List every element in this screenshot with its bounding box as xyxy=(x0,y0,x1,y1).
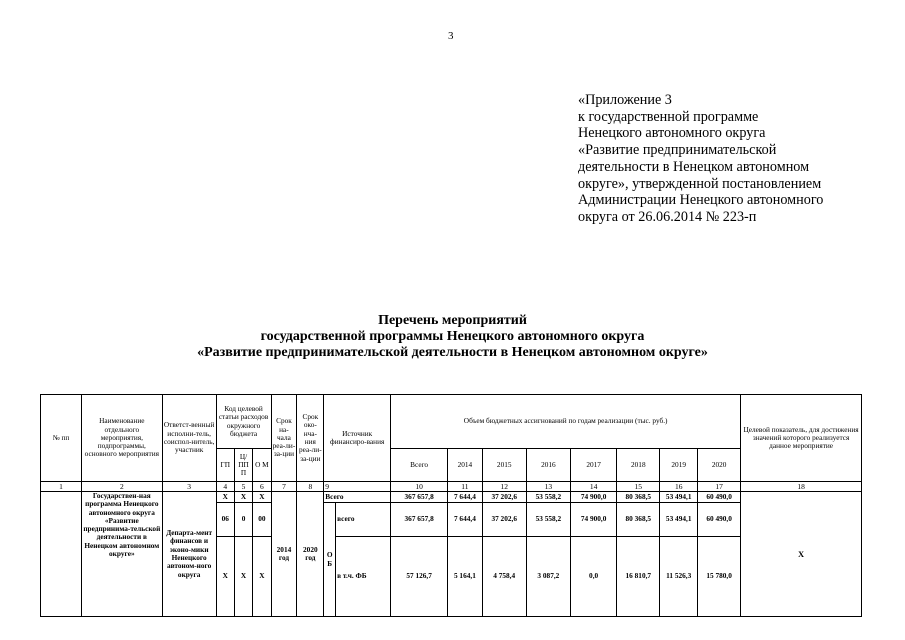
column-number: 2 xyxy=(81,482,162,492)
column-number: 8 xyxy=(297,482,324,492)
appendix-line: Администрации Ненецкого автономного xyxy=(578,192,824,209)
kbk-gp-cell: X xyxy=(216,537,234,617)
appendix-line: округе», утвержденной постановлением xyxy=(578,175,822,192)
appendix-line: «Приложение 3 xyxy=(578,92,672,108)
column-number: 14 xyxy=(570,482,616,492)
value-cell: 16 810,7 xyxy=(617,537,660,617)
column-number: 17 xyxy=(698,482,741,492)
kbk-om-cell: X xyxy=(253,492,271,503)
value-cell: 53 558,2 xyxy=(526,503,570,537)
value-cell: 74 900,0 xyxy=(570,492,616,503)
value-cell: 367 657,8 xyxy=(391,503,448,537)
budget-ob-label: О Б xyxy=(324,503,336,617)
value-cell: 37 202,6 xyxy=(482,503,526,537)
appendix-line: деятельности в Ненецком автономном xyxy=(578,158,810,175)
column-number: 9 xyxy=(324,482,391,492)
header-kbk-cpp: Ц/ ПП П xyxy=(234,449,252,482)
value-cell: 74 900,0 xyxy=(570,503,616,537)
kbk-cpp-cell: 0 xyxy=(234,503,252,537)
header-year: 2019 xyxy=(660,449,698,482)
start-year: 2014 год xyxy=(271,492,297,617)
source-label: всего xyxy=(336,503,391,537)
kbk-gp-cell: X xyxy=(216,492,234,503)
header-year: 2015 xyxy=(482,449,526,482)
header-responsible: Ответст-венный исполни-тель, соиспол-нитель, участник xyxy=(162,395,216,482)
title-line: Перечень мероприятий xyxy=(378,313,527,328)
value-cell: 7 644,4 xyxy=(448,492,482,503)
value-cell: 7 644,4 xyxy=(448,503,482,537)
header-year: 2018 xyxy=(617,449,660,482)
appendix-line: к государственной программе xyxy=(578,108,759,125)
kbk-gp-cell: 06 xyxy=(216,503,234,537)
page-number: 3 xyxy=(448,30,454,42)
title-line: «Развитие предпринимательской деятельности в Ненецком автономном округе» xyxy=(197,345,708,360)
header-name: Наименование отдельного мероприятия, подпрограммы, основного мероприятия xyxy=(81,395,162,482)
header-volume: Объем бюджетных ассигнований по годам реализации (тыс. руб.) xyxy=(391,395,741,449)
measures-table xyxy=(40,394,862,617)
header-kbk: Код целевой статьи расходов окружного бюджета xyxy=(216,395,271,449)
header-source: Источник финансиро-вания xyxy=(324,395,391,482)
title-line: государственной программы Ненецкого автономного округа xyxy=(260,329,645,344)
header-no: № пп xyxy=(41,395,82,482)
target-indicator: X xyxy=(741,492,862,617)
column-number: 6 xyxy=(253,482,271,492)
column-number: 7 xyxy=(271,482,297,492)
value-cell: 53 494,1 xyxy=(660,492,698,503)
end-year: 2020 год xyxy=(297,492,324,617)
header-year: 2017 xyxy=(570,449,616,482)
responsible-executor: Департа-мент финансов и эконо-мики Ненецкого автоном-ного округа xyxy=(162,492,216,617)
value-cell: 80 368,5 xyxy=(617,503,660,537)
column-number: 3 xyxy=(162,482,216,492)
value-cell: 53 558,2 xyxy=(526,492,570,503)
column-number: 10 xyxy=(391,482,448,492)
column-number: 5 xyxy=(234,482,252,492)
header-start: Срок на-чала реа-ли-за-ции xyxy=(271,395,297,482)
kbk-om-cell: 00 xyxy=(253,503,271,537)
value-cell: 60 490,0 xyxy=(698,503,741,537)
header-year-total: Всего xyxy=(391,449,448,482)
kbk-om-cell: X xyxy=(253,537,271,617)
value-cell: 4 758,4 xyxy=(482,537,526,617)
header-end: Срок око-нча-ния реа-ли-за-ции xyxy=(297,395,324,482)
header-year: 2016 xyxy=(526,449,570,482)
column-number: 18 xyxy=(741,482,862,492)
program-name: Государствен-ная программа Ненецкого автономного округа «Развитие предпринима-тельской деятельности в Ненецком автономном округе» xyxy=(81,492,162,617)
header-target: Целевой показатель, для достижения значений которого реализуется данное мероприятие xyxy=(741,395,862,482)
value-cell: 80 368,5 xyxy=(617,492,660,503)
source-label: в т.ч. ФБ xyxy=(336,537,391,617)
value-cell: 57 126,7 xyxy=(391,537,448,617)
column-number: 16 xyxy=(660,482,698,492)
kbk-cpp-cell: X xyxy=(234,492,252,503)
source-total-label: Всего xyxy=(324,492,391,503)
kbk-cpp-cell: X xyxy=(234,537,252,617)
header-kbk-om: О М xyxy=(253,449,271,482)
document-title xyxy=(0,313,905,361)
column-number: 15 xyxy=(617,482,660,492)
value-cell: 367 657,8 xyxy=(391,492,448,503)
header-year: 2014 xyxy=(448,449,482,482)
appendix-caption xyxy=(578,92,823,226)
column-number: 4 xyxy=(216,482,234,492)
value-cell: 15 780,0 xyxy=(698,537,741,617)
value-cell: 3 087,2 xyxy=(526,537,570,617)
header-year: 2020 xyxy=(698,449,741,482)
value-cell: 60 490,0 xyxy=(698,492,741,503)
column-number: 12 xyxy=(482,482,526,492)
appendix-line: Ненецкого автономного округа xyxy=(578,125,766,142)
value-cell: 11 526,3 xyxy=(660,537,698,617)
value-cell: 37 202,6 xyxy=(482,492,526,503)
header-kbk-gp: ГП xyxy=(216,449,234,482)
column-number: 13 xyxy=(526,482,570,492)
appendix-line: округа от 26.06.2014 № 223-п xyxy=(578,208,757,225)
column-number: 1 xyxy=(41,482,82,492)
column-number: 11 xyxy=(448,482,482,492)
value-cell: 5 164,1 xyxy=(448,537,482,617)
appendix-line: «Развитие предпринимательской xyxy=(578,142,777,159)
row-number-cell xyxy=(41,492,82,617)
value-cell: 53 494,1 xyxy=(660,503,698,537)
value-cell: 0,0 xyxy=(570,537,616,617)
